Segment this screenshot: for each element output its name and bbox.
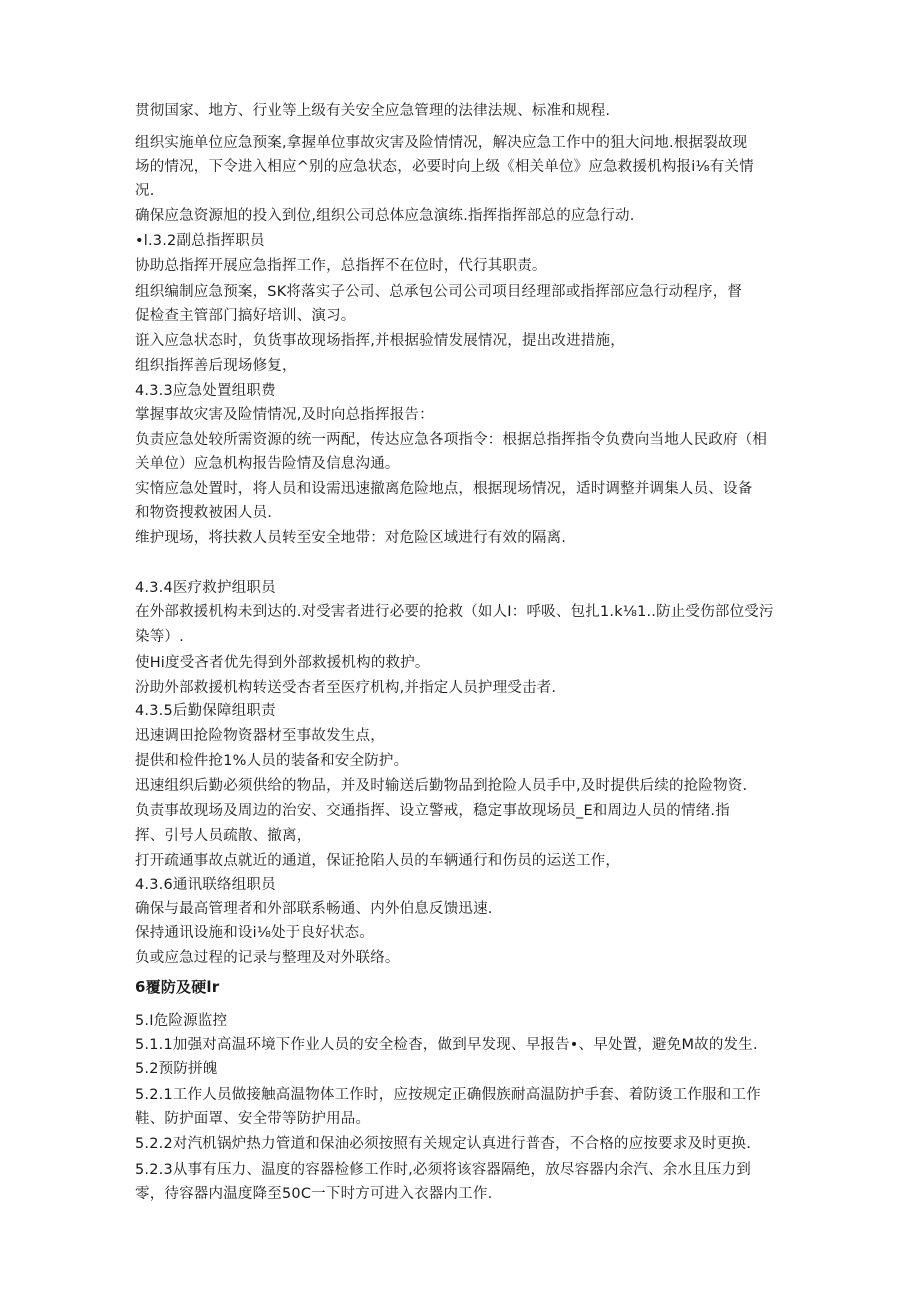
text-line: 5.2.2对汽机锅炉热力管道和保油必须按照有关规定认真进行普杳，不合格的应按要求及时更换. [135, 1136, 751, 1152]
section-heading: 4.3.4医疗救护组职员 [135, 580, 276, 596]
section-heading: 4.3.3应急处置组职费 [135, 383, 276, 399]
section-heading: 5.I危险源监控 [135, 1013, 228, 1029]
text-line: 组织实施单位应急预案,拿握单位事故灾害及险情情况，解决应急工作中的狙大问地.根据裂故现 [135, 135, 748, 151]
section-heading: 4.3.5后勤保障组职责 [135, 703, 276, 719]
text-line: 提供和检件抢1%人员的装备和安全防护。 [135, 753, 409, 769]
text-line: 零，待容器内温度降至50C一下时方可进入衣器内工作. [135, 1186, 493, 1202]
text-line: 迅速组织后勤必须供给的物品，并及时输送后勤物品到抢险人员手中,及时提供后续的抢险物资. [135, 778, 748, 794]
text-line: 组织编制应急预案，SK将落实子公司、总承包公司公司项目经理部或指挥部应急行动程序，督 [135, 284, 743, 300]
text-line: 负或应急过程的记录与整理及对外联络。 [135, 950, 400, 966]
text-line: 协助总指挥开展应急指挥工作，总指挥不在位时，代行其职责。 [135, 258, 547, 274]
text-line: 贯彻国家、地方、行业等上级有关安全应急管理的法律法规、标准和规程. [135, 103, 611, 119]
section-heading: 4.3.6通讯联络组职员 [135, 877, 276, 893]
text-line: 挥、引号人员疏散、撤离， [135, 828, 312, 844]
text-line: 负责事故现场及周边的治安、交通指挥、设立警戒，稳定事故现场员_E和周边人员的情绪.指 [135, 803, 730, 819]
text-line: 5.2.3从事有压力、温度的容器检修工作时,必须将该容器隔绝，放尽容器内余汽、余水且压力到 [135, 1162, 751, 1178]
text-line: 组织指挥善后现场修复， [135, 358, 297, 374]
text-line: 场的情况，下令进入相应^别的应急状态，必要时向上级《相关单位》应急救援机构报i⅛有关情 [135, 159, 754, 175]
section-heading: •l.3.2副总指挥职员 [135, 233, 265, 249]
text-line: 使Hi度受吝者优先得到外部救援机构的救护。 [135, 655, 430, 671]
text-line: 促检查主管部门搞好培训、演习。 [135, 308, 356, 324]
text-line: 关单位）应急机构报告险情及信息沟通。 [135, 456, 400, 472]
text-line: 在外部救援机构未到达的.对受害者进行必要的抢救（如人I：呼吸、包扎1.k⅛1..防止受伤部位受污 [135, 604, 774, 620]
text-line: 负责应急处较所需资源的统一两配，传达应急各项指令：根据总指挥指令负费向当地人民政府（相 [135, 432, 768, 448]
text-line: 5.1.1加强对高温环境下作业人员的安全检杳，做到早发现、早报告•、早处置，避免M故的发生. [135, 1037, 758, 1053]
text-line: 诳入应急状态时，负货事故现场指挥,并根据验情发展情况，提出改进措施， [135, 333, 625, 349]
text-line: 维护现场，将扶救人员转至安全地带：对危险区域进行有效的隔离. [135, 530, 567, 546]
text-line: 迅速调田抢险物资器材至事故发生点， [135, 728, 385, 744]
text-line: 和物资搜救被困人员. [135, 505, 273, 521]
text-line: 况. [135, 183, 155, 199]
text-line: 掌握事故灾害及险情情况,及时向总指挥报告： [135, 407, 434, 423]
section-heading: 5.2预防拼魄 [135, 1061, 218, 1077]
text-line: 汾助外部救援机构转送受杏者至医疗机构,并指定人员护理受击者. [135, 680, 557, 696]
text-line: 染等）. [135, 629, 184, 645]
text-line: 鞋、防护面罩、安全带等防护用品。 [135, 1111, 371, 1127]
text-line: 打开疏通事故点就近的通道，保证抢陷人员的车辆通行和伤员的运送工作， [135, 853, 621, 869]
text-line: 确保应急资源旭的投入到位,组织公司总体应急演练.指挥指挥部总的应急行动. [135, 208, 635, 224]
text-line: 5.2.1工作人员做接触高温物体工作时，应按规定正确假族耐高温防护手套、着防烫工作服和工作 [135, 1087, 761, 1103]
chapter-heading: 6覆防及硬lr [135, 978, 220, 996]
text-line: 保持通讯设施和设i⅛处于良好状态。 [135, 925, 374, 941]
text-line: 实惰应急处置时，将人员和设需迅速撤离危险地点，根据现场情况，适时调整并调集人员、设备 [135, 481, 753, 497]
text-line: 确保与最高管理者和外部联系畅通、内外伯息反馈迅速. [135, 901, 493, 917]
